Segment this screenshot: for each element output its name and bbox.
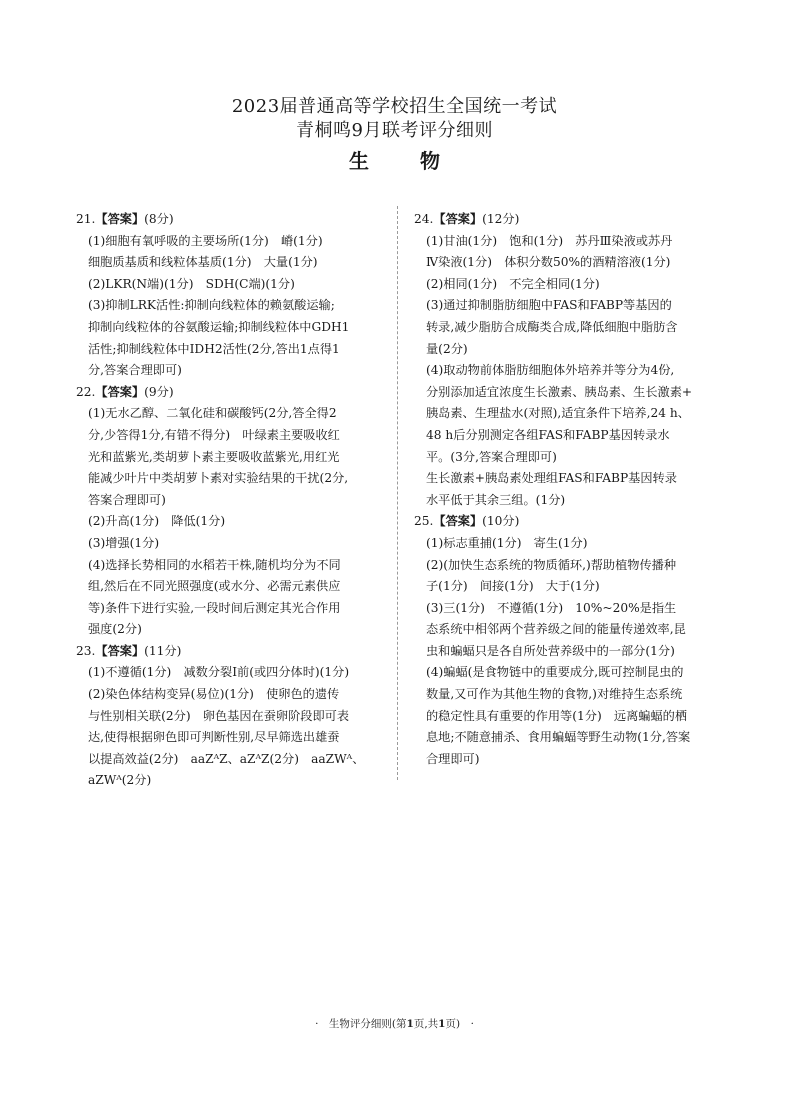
- answer-line: 水平低于其余三组。(1分): [426, 492, 566, 507]
- answer-line: 平。(3分,答案合理即可): [426, 449, 557, 464]
- question-header: [76, 382, 386, 404]
- answer-line: 胰岛素、生理盐水(对照),适宜条件下培养,24 h、: [426, 406, 690, 421]
- answer-line: (3)抑制LRK活性:抑制向线粒体的赖氨酸运输;: [88, 298, 335, 313]
- answer-line: 以提高效益(2分) aaZᴬZ、aZᴬZ(2分) aaZWᴬ、: [88, 751, 365, 766]
- answer-line: (1)细胞有氧呼吸的主要场所(1分) 嵴(1分): [88, 233, 323, 248]
- answer-line: (2)相同(1分) 不完全相同(1分): [426, 276, 600, 291]
- question-25: [414, 511, 724, 770]
- answer-line: 息地;不随意捕杀、食用蝙蝠等野生动物(1分,答案: [426, 730, 691, 745]
- answer-line: 分,答案合理即可): [88, 363, 182, 378]
- footer-text-pre: · 生物评分细则(第: [315, 1018, 407, 1030]
- right-column: [414, 209, 724, 770]
- answer-line: 转录,减少脂肪合成酶类合成,降低细胞中脂肪含: [426, 319, 678, 334]
- question-number: 22.: [76, 384, 96, 399]
- answer-line: (2)染色体结构变异(易位)(1分) 使卵色的遗传: [88, 687, 340, 702]
- answer-tag: 【答案】: [95, 384, 145, 399]
- exam-subtitle: 青桐鸣9月联考评分细则: [296, 120, 493, 141]
- question-22: [76, 382, 386, 641]
- subject-heading: 生 物: [349, 149, 462, 173]
- answer-line: (4)蝙蝠(是食物链中的重要成分,既可控制昆虫的: [426, 665, 684, 680]
- question-score: (11分): [144, 643, 182, 658]
- exam-title: 2023届普通高等学校招生全国统一考试: [231, 96, 558, 117]
- question-number: 23.: [76, 643, 96, 658]
- question-23: [76, 641, 386, 792]
- answer-line: 合理即可): [426, 751, 480, 766]
- answer-line: 态系统中相邻两个营养级之间的能量传递效率,昆: [426, 622, 686, 637]
- answer-line: (1)标志重捕(1分) 寄生(1分): [426, 535, 588, 550]
- question-header: [76, 209, 386, 231]
- answer-line: 活性;抑制线粒体中IDH2活性(2分,答出1点得1: [88, 341, 340, 356]
- question-header: [414, 511, 724, 533]
- answer-line: 答案合理即可): [88, 492, 166, 507]
- page-footer: [0, 1016, 789, 1031]
- answer-line: 组,然后在不同光照强度(或水分、必需元素供应: [88, 579, 341, 594]
- answer-line: (3)增强(1分): [88, 535, 160, 550]
- answer-tag: 【答案】: [95, 212, 145, 226]
- question-header: [76, 641, 386, 663]
- answer-line: (3)三(1分) 不遵循(1分) 10%~20%是指生: [426, 600, 677, 615]
- question-header: [414, 209, 724, 231]
- answer-line: 分,少答得1分,有错不得分) 叶绿素主要吸收红: [88, 427, 340, 442]
- question-score: (8分): [144, 212, 174, 226]
- question-24: [414, 209, 724, 511]
- footer-page-total: 1: [438, 1018, 446, 1030]
- answer-line: 生长激素+胰岛素处理组FAS和FABP基因转录: [426, 471, 677, 486]
- answer-tag: 【答案】: [433, 212, 483, 226]
- question-score: (10分): [482, 514, 520, 529]
- question-21: [76, 209, 386, 382]
- left-column: [76, 209, 386, 792]
- footer-text-mid: 页,共: [413, 1018, 439, 1030]
- footer-text-post: 页) ·: [445, 1018, 474, 1030]
- answer-line: (1)不遵循(1分) 减数分裂Ⅰ前(或四分体时)(1分): [88, 665, 350, 680]
- answer-line: Ⅳ染液(1分) 体积分数50%的酒精溶液(1分): [426, 255, 671, 270]
- answer-line: 等)条件下进行实验,一段时间后测定其光合作用: [88, 600, 341, 615]
- question-score: (12分): [482, 212, 520, 226]
- answer-line: (4)选择长势相同的水稻若干株,随机均分为不同: [88, 557, 341, 572]
- answer-line: 与性别相关联(2分) 卵色基因在蚕卵阶段即可表: [88, 708, 350, 723]
- column-divider: [397, 206, 398, 780]
- answer-line: 能减少叶片中类胡萝卜素对实验结果的干扰(2分,: [88, 471, 349, 486]
- answer-line: (2)LKR(N端)(1分) SDH(C端)(1分): [88, 276, 295, 291]
- answer-line: (4)取动物前体脂肪细胞体外培养并等分为4份,: [426, 363, 675, 378]
- answer-line: 达,使得根据卵色即可判断性别,尽早筛选出雄蚕: [88, 730, 340, 745]
- question-number: 25.: [414, 514, 434, 529]
- answer-line: 强度(2分): [88, 622, 142, 637]
- answer-line: 的稳定性具有重要的作用等(1分) 远离蝙蝠的栖: [426, 708, 688, 723]
- answer-line: 量(2分): [426, 341, 468, 356]
- answer-line: 抑制向线粒体的谷氨酸运输;抑制线粒体中GDH1: [88, 319, 350, 334]
- answer-line: 数量,又可作为其他生物的食物,)对维持生态系统: [426, 687, 683, 702]
- footer-page-number: 1: [406, 1018, 414, 1030]
- answer-line: 分别添加适宜浓度生长激素、胰岛素、生长激素+: [426, 384, 693, 399]
- answer-line: 虫和蝙蝠只是各自所处营养级中的一部分(1分): [426, 643, 675, 658]
- answer-line: aZWᴬ(2分): [88, 773, 152, 788]
- answer-line: (2)升高(1分) 降低(1分): [88, 514, 226, 529]
- answer-line: (1)甘油(1分) 饱和(1分) 苏丹Ⅲ染液或苏丹: [426, 233, 673, 248]
- answer-line: 光和蓝紫光,类胡萝卜素主要吸收蓝紫光,用红光: [88, 449, 340, 464]
- answer-tag: 【答案】: [95, 643, 145, 658]
- answer-line: 细胞质基质和线粒体基质(1分) 大量(1分): [88, 255, 318, 270]
- answer-line: (2)(加快生态系统的物质循环,)帮助植物传播种: [426, 557, 677, 572]
- question-number: 24.: [414, 212, 434, 226]
- question-number: 21.: [76, 212, 96, 226]
- answer-line: 子(1分) 间接(1分) 大于(1分): [426, 579, 600, 594]
- answer-line: (3)通过抑制脂肪细胞中FAS和FABP等基因的: [426, 298, 672, 313]
- answer-line: (1)无水乙醇、二氧化硅和碳酸钙(2分,答全得2: [88, 406, 337, 421]
- question-score: (9分): [144, 384, 174, 399]
- answer-tag: 【答案】: [433, 514, 483, 529]
- document-header: [0, 96, 789, 174]
- answer-line: 48 h后分别测定各组FAS和FABP基因转录水: [426, 427, 670, 442]
